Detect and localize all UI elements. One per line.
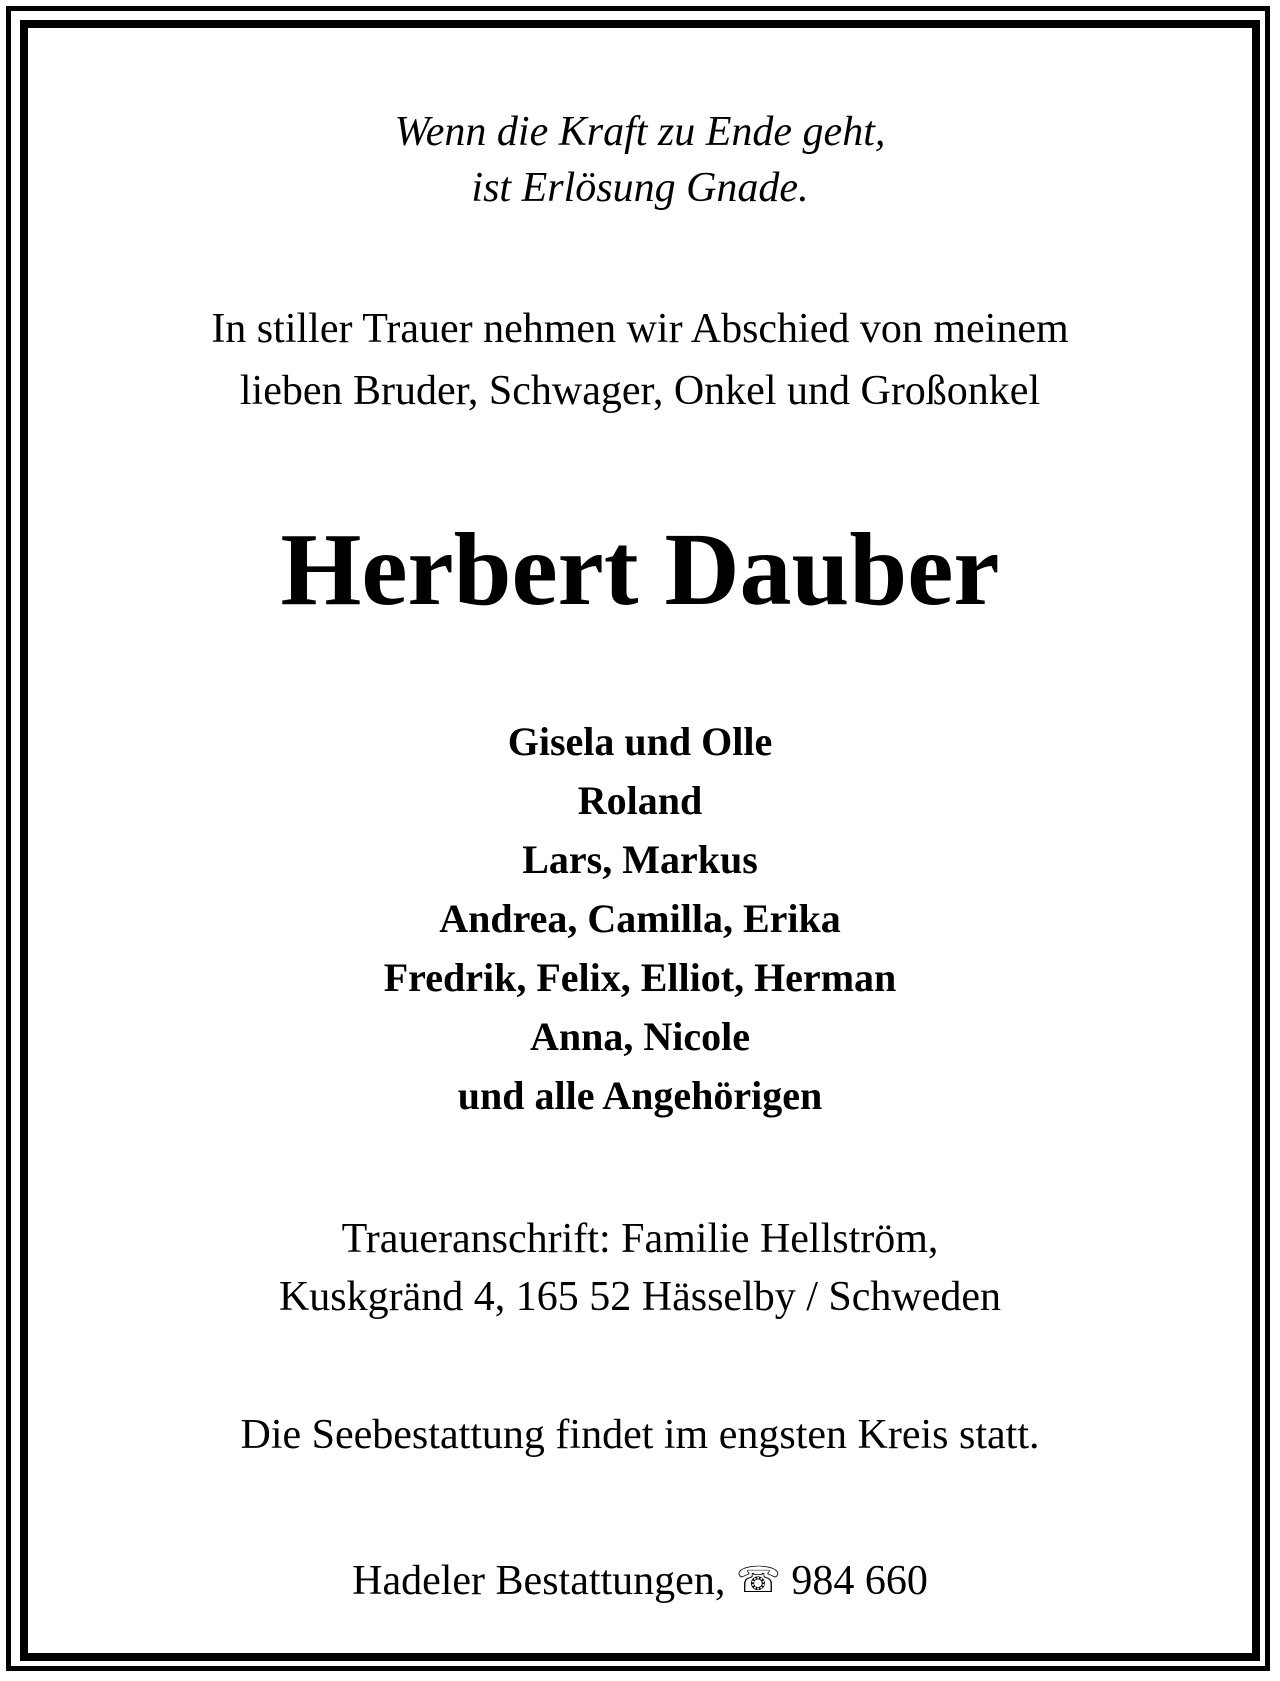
address-line: Traueranschrift: Familie Hellström,: [341, 1216, 939, 1262]
mourner-line: Anna, Nicole: [530, 1014, 750, 1059]
mourner-line: Gisela und Olle: [507, 719, 773, 764]
mourners-list: [28, 712, 1252, 1125]
undertaker-name: Hadeler Bestattungen,: [352, 1558, 726, 1604]
deceased-name: Herbert Dauber: [280, 512, 1000, 627]
intro-text: [28, 298, 1252, 422]
motto-line: ist Erlösung Gnade.: [471, 165, 809, 211]
intro-line: lieben Bruder, Schwager, Onkel und Großonkel: [239, 368, 1041, 414]
motto-line: Wenn die Kraft zu Ende geht,: [394, 109, 886, 155]
burial-note: Die Seebestattung findet im engsten Kreis statt.: [240, 1412, 1040, 1458]
telephone-icon: ☏: [735, 1560, 781, 1601]
address-line: Kuskgränd 4, 165 52 Hässelby / Schweden: [278, 1274, 1002, 1320]
mourner-line: Roland: [577, 778, 703, 823]
mourner-line: Andrea, Camilla, Erika: [439, 896, 841, 941]
undertaker-phone: 984 660: [791, 1558, 928, 1604]
mourner-line: Lars, Markus: [522, 837, 758, 882]
intro-line: In stiller Trauer nehmen wir Abschied von meinem: [211, 306, 1069, 352]
obituary-notice: [28, 28, 1252, 1653]
undertaker-info: [28, 1552, 1252, 1610]
motto: [28, 104, 1252, 216]
mourner-line: und alle Angehörigen: [457, 1073, 823, 1118]
mourner-line: Fredrik, Felix, Elliot, Herman: [383, 955, 897, 1000]
condolence-address: [28, 1210, 1252, 1326]
